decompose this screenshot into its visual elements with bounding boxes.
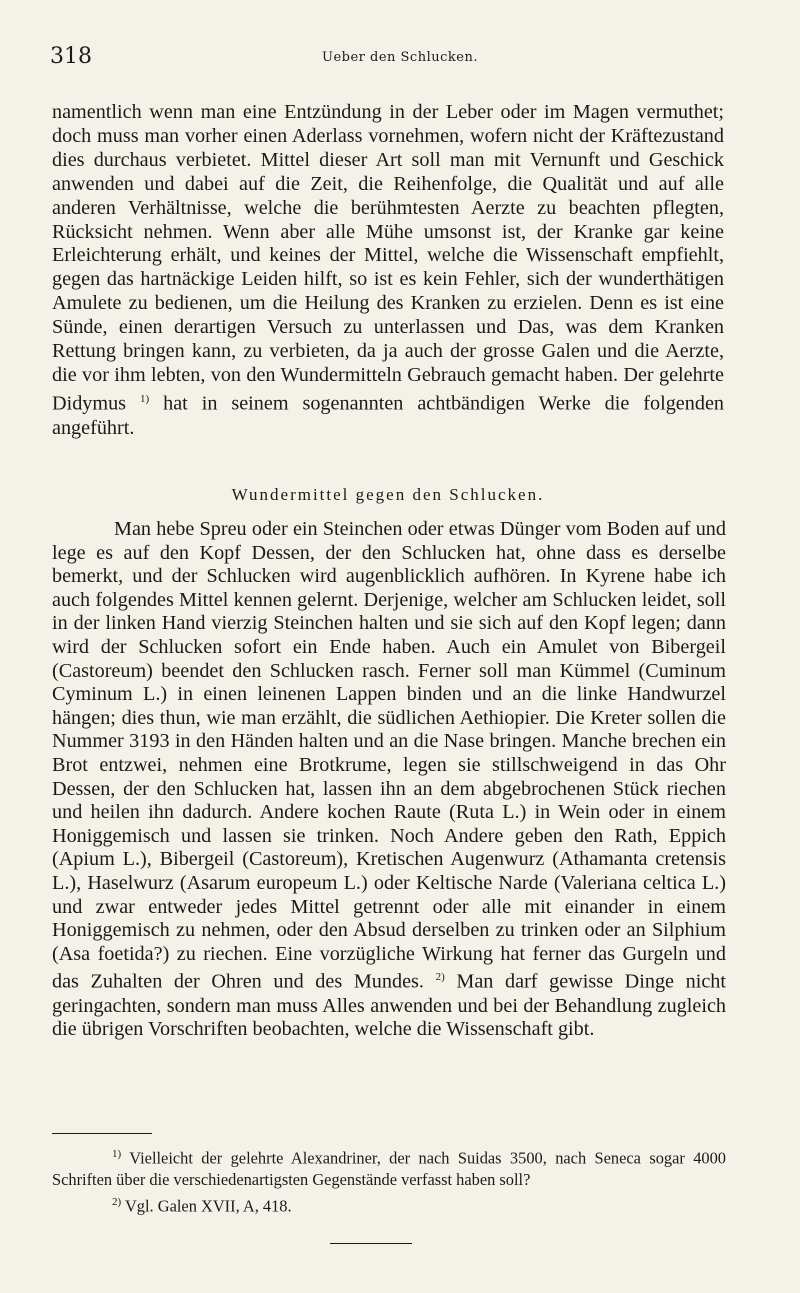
footnote-2 [52, 1191, 726, 1217]
body-paragraph-1 [52, 101, 724, 440]
footnotes [52, 1143, 726, 1218]
footnote-1 [52, 1143, 726, 1191]
footnote-mark-2: 2) [435, 971, 445, 984]
footnote-1-mark: 1) [112, 1148, 122, 1160]
paragraph-2-text: Man hebe Spreu oder ein Steinchen oder etwas Dünger vom Boden auf und lege es auf den Kopf Dessen, der den Schlucken hat, ohne dass es derselbe bemerkt, und der Schlucken wird augenblicklich aufhören. In Kyrene habe ich auch folgendes Mittel kennen gelernt. Derjenige, welcher am Schlucken leidet, soll in der linken Hand vierzig Steinchen halten und sie sich auf den Kopf legen; dann wird der Schlucken sofort ein Ende haben. Auch ein Amulet von Bibergeil (Castoreum) beendet den Schlucken rasch. Ferner soll man Kümmel (Cuminum Cyminum L.) in einen leinenen Lappen binden und an die linke Handwurzel hängen; dies thun, wie man erzählt, die südlichen Aethiopier. Die Kreter sollen die Nummer 3193 in den Händen halten und an die Nase bringen. Manche brechen ein Brot entzwei, nehmen eine Brotkrume, legen sie stillschweigend in das Ohr Dessen, der den Schlucken hat, lassen ihn an dem abgebrochenen Stück riechen und heilen ihn dadurch. Andere kochen Raute (Ruta L.) in Wein oder in einem Honiggemisch und lassen sie trinken. Noch Andere geben den Rath, Eppich (Apium L.), Bibergeil (Castoreum), Kretischen Augenwurz (Athamanta cretensis L.), Haselwurz (Asarum europeum L.) oder Keltische Narde (Valeriana celtica L.) und zwar entweder jedes Mittel getrennt oder alle mit einander in einem Honiggemisch zu nehmen, oder den Absud derselben zu trinken oder an Silphium (Asa foetida?) zu riechen. Eine vorzügliche Wirkung hat ferner das Gurgeln und das Zuhalten der Ohren und des Mundes. [52, 518, 726, 994]
footnote-mark-1: 1) [139, 392, 150, 405]
end-divider [330, 1243, 412, 1244]
section-heading: Wundermittel gegen den Schlucken. [231, 485, 545, 504]
paragraph-2-end: Man darf gewisse Dinge nicht geringachten, sondern man muss Alles anwenden und bei der Behandlung zugleich die übrigen Vorschriften beobachten, welche die Wissenschaft gibt. [52, 971, 727, 1041]
page-number: 318 [50, 44, 92, 69]
body-paragraph-2 [52, 518, 726, 1042]
footnote-2-mark: 2) [112, 1196, 122, 1209]
running-head: Ueber den Schlucken. [322, 50, 478, 65]
paragraph-1-text: namentlich wenn man eine Entzündung in der Leber oder im Magen vermuthet; doch muss man vorher einen Aderlass vornehmen, wofern nicht der Kräftezustand dies durchaus verbietet. Mittel dieser Art soll man mit Vernunft und Geschick anwenden und dabei auf die Zeit, die Reihenfolge, die Qualität und auf alle anderen Verhältnisse, welche die berühmtesten Aerzte zu beachten pflegten, Rücksicht nehmen. Wenn aber alle Mühe umsonst ist, der Kranke gar keine Erleichterung erhält, und keines der Mittel, welche die Wissenschaft empfiehlt, gegen das hartnäckige Leiden hilft, so ist es kein Fehler, sich der wunderthätigen Amulete zu bedienen, um die Heilung des Kranken zu erzielen. Denn es ist eine Sünde, einen derartigen Versuch zu unterlassen und Das, was dem Kranken Rettung bringen kann, zu verbieten, da ja auch der grosse Galen und die Aerzte, die vor ihm lebten, von den Wundermitteln Gebrauch gemacht haben. Der gelehrte Didymus [52, 101, 724, 415]
paragraph-1-end: hat in seinem sogenannten achtbändigen Werke die folgenden angeführt. [52, 392, 724, 439]
footnote-2-text: Vgl. Galen XVII, A, 418. [121, 1196, 292, 1216]
footnote-1-text: Vielleicht der gelehrte Alexandriner, der nach Suidas 3500, nach Seneca sogar 4000 Schriften über die verschiedenartigsten Gegenstände verfasst haben soll? [52, 1148, 726, 1190]
footnote-divider [52, 1133, 152, 1134]
